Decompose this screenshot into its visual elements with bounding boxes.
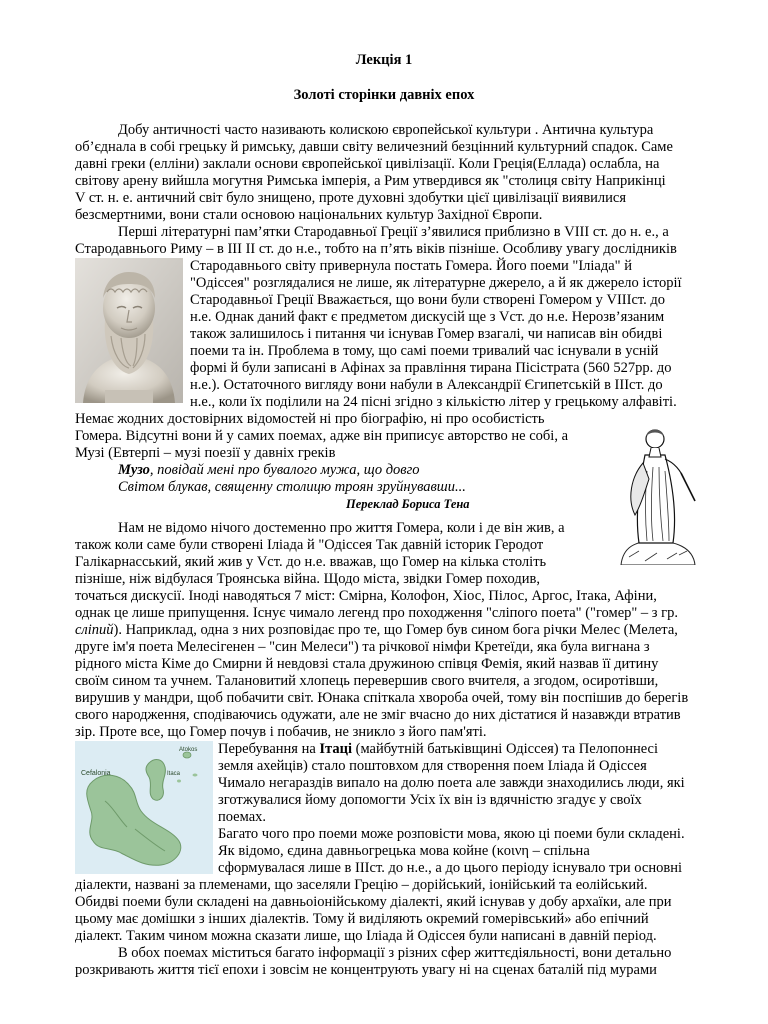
text-line: поеми та ін. Проблема в тому, що самі поеми тривалий час існували в усній (190, 343, 659, 359)
text-line: точаться дискусії. Іноді наводяться 7 міст: Смірна, Колофон, Хіос, Пілос, Аргос, Ітака, Афіни, (75, 588, 657, 604)
text-line: давні греки (елліни) заклали основи європейської цивілізації. Коли Греція(Еллада) ослабла, на (75, 156, 660, 172)
homer-bust-image (75, 258, 183, 403)
slipyi-word: сліпий (75, 622, 114, 638)
text-line: В обох поемах міститься багато інформації з різних сфер життєдіяльності, вони детально (118, 945, 672, 961)
text-line: рідного міста Кіме до Смирни й невдовзі стала дружиною співця Фемія, який назвав її дитину (75, 656, 659, 672)
muse-euterpe-image (615, 415, 700, 565)
text-line: Перші літературні пам’ятки Стародавньої Греції з’явилися приблизно в VIII ст. до н. е., а (118, 224, 669, 240)
text-line: вирушив у мандри, щоб побачити світ. Юнака спіткала хвороба очей, тому він поспішив до берегів (75, 690, 689, 706)
text-line: н.е. Однак даний факт є предметом дискусій ще з Vст. до н.е. Нерозв’язаним (190, 309, 665, 325)
text-line: об’єднала в собі грецьку й римську, давши світу величезний безцінний культурний спадок. Саме (75, 139, 673, 155)
lecture-number: Лекція 1 (355, 52, 413, 68)
ithaca-name: Ітаці (319, 741, 352, 757)
map-label-cefalonia: Cefalonia (81, 770, 111, 777)
text-line: діалект. Таким чином можна сказати лише, що Іліада й Одіссея були написані в давній період. (75, 928, 657, 944)
quote-muse: Музо (118, 462, 150, 478)
text-line: "Одіссея" розглядалися не лише, як літературне джерело, а й як джерело історії (190, 275, 682, 291)
text-line: свого народження, сподіваючись одужати, але не зміг вчасно до них дістатися й назавжди втратив (75, 707, 681, 723)
lecture-title: Золоті сторінки давніх епох (293, 87, 475, 103)
map-label-atokos: Atokos (179, 747, 198, 753)
text-line: зір. Проте все, що Гомер почув і побачив, не зникло з його пам'яті. (75, 724, 487, 740)
text-line: також залишилось і питання чи існував Гомер взагалі, чи написав він обидві (190, 326, 663, 342)
text-line: Чимало негараздів випало на долю поета але завжди знаходились люди, які (218, 775, 685, 791)
text-line: Добу античності часто називають колискою європейської культури . Антична культура (118, 122, 654, 138)
text-line: Гомера. Відсутні вони й у самих поемах, адже він приписує авторство не собі, а (75, 428, 568, 444)
text-line: цьому має домішки з інших діалектів. Тому й виділяють окремий гомерівський» або епічний (75, 911, 649, 927)
ithaca-pre: Перебування на (218, 741, 320, 757)
text-line: Багато чого про поеми може розповісти мова, якою ці поеми були складені. (218, 826, 685, 842)
text-line: н.е., коли їх поділили на 24 пісні згідно з кількістю літер у грецькому алфавіті. (190, 394, 677, 410)
text-line: Стародавнього Риму – в ІІІ ІІ ст. до н.е., тобто на п’ять віків пізніше. Особливу увагу дослідників (75, 241, 677, 257)
text-line: однак це лише припущення. Існує чимало легенд про походження "сліпого поета" ("гомер" – з гр. (75, 605, 678, 621)
text-line (75, 622, 678, 639)
text-line: земля ахейців) стало поштовхом для створення поем Іліада й Одіссея (218, 758, 647, 774)
text-line: безсмертними, вони стали основою національних культур Західної Європи. (75, 207, 543, 223)
text-line-rest: ). Наприклад, одна з них розповідає про те, що Гомер був сином бога річки Мелес (Мелета, (113, 622, 678, 638)
text-line: н.е.). Остаточного вигляду вони набули в Александрії Єгипетській в ІІІст. до (190, 377, 663, 393)
text-line: друге ім'я поета Мелесігенен – "син Мелеси") та річкової німфи Кретеїди, яка була вигнана з (75, 639, 650, 655)
text-line: Немає жодних достовірних відомостей ні про біографію, ні про особистість (75, 411, 545, 427)
text-line: своїм сином та учнем. Талановитий хлопець перевершив свого вчителя, а згодом, осиротівши, (75, 673, 659, 689)
ithaca-post: (майбутній батьківщині Одіссея) та Пелопоннесі (351, 741, 658, 757)
quote-line-2: Світом блукав, священну столицю троян зруйнувавши... (118, 479, 466, 495)
ithaca-map-image (75, 741, 213, 874)
text-line: Стародавньої Греції Вважається, що вони були створені Гомером у VIIIст. до (190, 292, 666, 308)
text-line: пізніше, ніж відбулася Троянська війна. Щодо міста, звідки Гомер походив, (75, 571, 540, 587)
text-line: зготжувалися йому допомогти Усіх їх він із вдячністю згадує у своїх (218, 792, 642, 808)
quote-line-1-rest: , повідай мені про бувалого мужа, що довго (149, 462, 420, 478)
text-line: V ст. н. е. античний світ було знищено, проте духовні здобутки цієї цивілізації виявилися (75, 190, 627, 206)
quote-line-1 (118, 462, 419, 479)
translation-credit: Переклад Бориса Тена (346, 497, 470, 511)
text-line: формі й були записані в Афінах за правління тирана Пісістрата (560 527рр. до (190, 360, 672, 376)
text-line: поемах. (218, 809, 267, 825)
text-line: Галікарнасський, який жив у Vст. до н.е. вважав, що Гомер на кілька століть (75, 554, 547, 570)
text-line: Нам не відомо нічого достеменно про життя Гомера, коли і де він жив, а (118, 520, 565, 536)
text-line: Як відомо, єдина давньогрецька мова койне (κοινη – спільна (218, 843, 590, 859)
text-line: сформувалася лише в ІІІст. до н.е., а до цього періоду існувало три основні (218, 860, 682, 876)
text-line: світову арену вийшла могутня Римська імперія, а Рим утвердився як "столиця світу Наприкінці (75, 173, 666, 189)
text-line: розкривають життя тієї епохи і зовсім не концентрують увагу ні на сценах баталій під мурами (75, 962, 657, 978)
text-line: Обидві поеми були складені на давньоіонійському діалекті, який існував у добу архаїки, але при (75, 894, 672, 910)
text-line: Стародавнього світу привернула постать Гомера. Його поеми "Іліада" й (190, 258, 632, 274)
map-label-itaca: Itaca (167, 771, 181, 777)
text-line: також коли саме були створені Іліада й "Одіссея Так давній історик Геродот (75, 537, 544, 553)
text-line: діалекти, названі за племенами, що заселяли Грецію – дорійський, іонійський та еолійський. (75, 877, 648, 893)
text-line (218, 741, 658, 758)
text-line: Музі (Евтерпі – музі поезії у давніх греків (75, 445, 336, 461)
